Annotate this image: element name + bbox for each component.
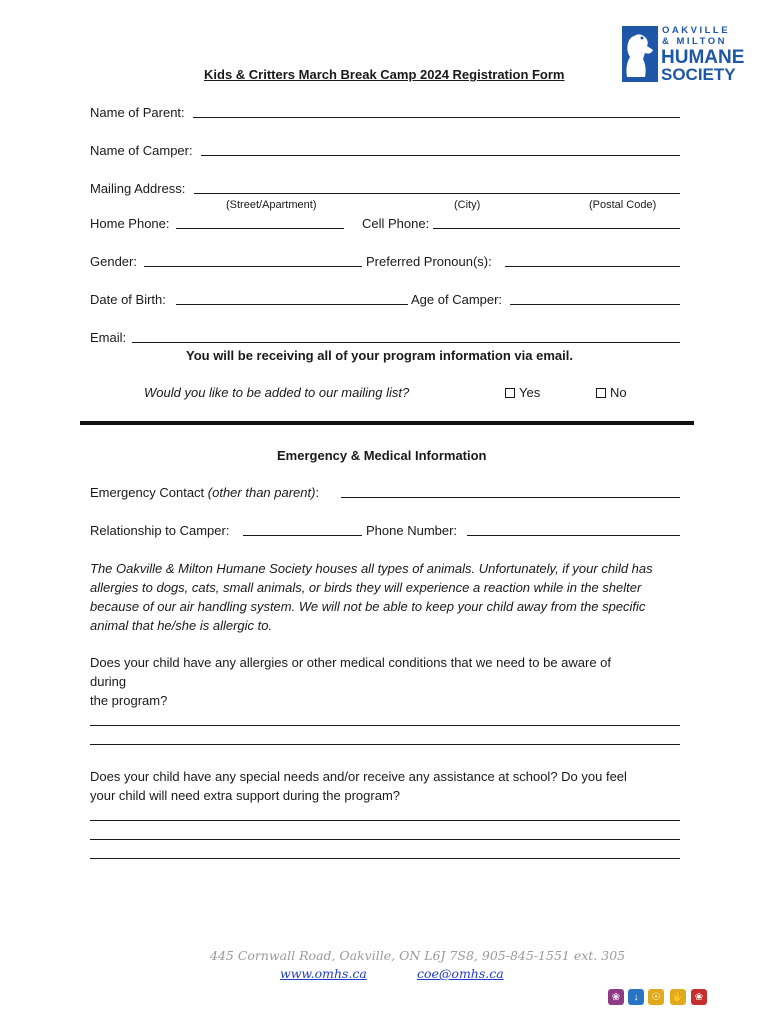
medical-question-line1: Does your child have any allergies or other medical conditions that we need to be aware of (90, 655, 612, 670)
relationship-label: Relationship to Camper: (90, 523, 230, 538)
medical-question-line3: the program? (90, 693, 168, 708)
special-needs-answer-line-2[interactable] (90, 839, 680, 840)
date-of-birth-label: Date of Birth: (90, 292, 166, 307)
email-field[interactable] (132, 342, 680, 343)
emergency-contact-text: Emergency Contact (90, 485, 208, 500)
mailing-address-label: Mailing Address: (90, 181, 186, 196)
no-label: No (610, 385, 627, 400)
pronouns-field[interactable] (505, 266, 680, 267)
medical-answer-line-2[interactable] (90, 744, 680, 745)
gender-label: Gender: (90, 254, 137, 269)
footer-links (280, 966, 367, 981)
download-icon: ↓ (628, 989, 644, 1005)
paw-icon: ❀ (608, 989, 624, 1005)
email-link[interactable]: coe@omhs.ca (417, 966, 504, 981)
age-label: Age of Camper: (411, 292, 503, 307)
email-notice: You will be receiving all of your program information via email. (186, 348, 573, 363)
yes-checkbox[interactable] (505, 388, 515, 398)
postal-code-hint: (Postal Code) (589, 199, 657, 211)
name-of-parent-label: Name of Parent: (90, 105, 185, 120)
relationship-field[interactable] (243, 535, 362, 536)
logo-line-society: SOCIETY (661, 65, 736, 84)
dog-silhouette-icon (622, 26, 658, 82)
mailing-list-no[interactable] (596, 385, 627, 400)
pronouns-label: Preferred Pronoun(s): (366, 254, 492, 269)
emergency-contact-paren: (other than parent) (207, 485, 316, 500)
home-phone-label: Home Phone: (90, 216, 170, 231)
emergency-contact-field[interactable] (341, 497, 680, 498)
organization-logo (622, 24, 745, 84)
emergency-contact-label (90, 485, 319, 500)
website-link[interactable]: www.omhs.ca (280, 966, 367, 981)
paw-icon: ❀ (691, 989, 707, 1005)
hand-icon: ✋ (670, 989, 686, 1005)
special-needs-answer-line-3[interactable] (90, 858, 680, 859)
name-of-camper-field[interactable] (201, 155, 680, 156)
sun-icon: ☉ (648, 989, 664, 1005)
form-title: Kids & Critters March Break Camp 2024 Registration Form (204, 67, 565, 82)
age-field[interactable] (510, 304, 680, 305)
emergency-contact-colon: : (315, 485, 320, 500)
logo-line-oakville: OAKVILLE (662, 25, 731, 36)
special-needs-question-line2: your child will need extra support during the program? (90, 788, 401, 803)
section-divider (80, 421, 694, 425)
email-label: Email: (90, 330, 127, 345)
footer-address: 445 Cornwall Road, Oakville, ON L6J 7S8, 905-845-1551 ext. 305 (210, 948, 626, 963)
phone-number-label: Phone Number: (366, 523, 458, 538)
name-of-camper-label: Name of Camper: (90, 143, 193, 158)
street-hint: (Street/Apartment) (226, 199, 317, 211)
cell-phone-label: Cell Phone: (362, 216, 430, 231)
logo-line-humane: HUMANE (661, 47, 745, 68)
date-of-birth-field[interactable] (176, 304, 408, 305)
no-checkbox[interactable] (596, 388, 606, 398)
mailing-address-field[interactable] (194, 193, 680, 194)
logo-line-milton: & MILTON (662, 36, 728, 47)
city-hint: (City) (454, 199, 481, 211)
medical-question-line2: during (90, 674, 127, 689)
home-phone-field[interactable] (176, 228, 344, 229)
gender-field[interactable] (144, 266, 362, 267)
name-of-parent-field[interactable] (193, 117, 680, 118)
footer-email (417, 966, 504, 981)
allergy-disclaimer: The Oakville & Milton Humane Society houses all types of animals. Unfortunately, if your child has allergies to dogs, cats, small animals, or birds they will experience a reaction while in the shelter because of our air handling system. We will not be able to keep your child away from the specific animal that he/she is allergic to. (90, 561, 653, 633)
mailing-list-yes[interactable] (505, 385, 540, 400)
yes-label: Yes (519, 385, 541, 400)
cell-phone-field[interactable] (433, 228, 680, 229)
special-needs-question-line1: Does your child have any special needs and/or receive any assistance at school? Do you feel (90, 769, 627, 784)
medical-answer-line-1[interactable] (90, 725, 680, 726)
mailing-list-question: Would you like to be added to our mailing list? (144, 385, 410, 400)
phone-number-field[interactable] (467, 535, 680, 536)
emergency-heading: Emergency & Medical Information (277, 448, 487, 463)
special-needs-answer-line-1[interactable] (90, 820, 680, 821)
